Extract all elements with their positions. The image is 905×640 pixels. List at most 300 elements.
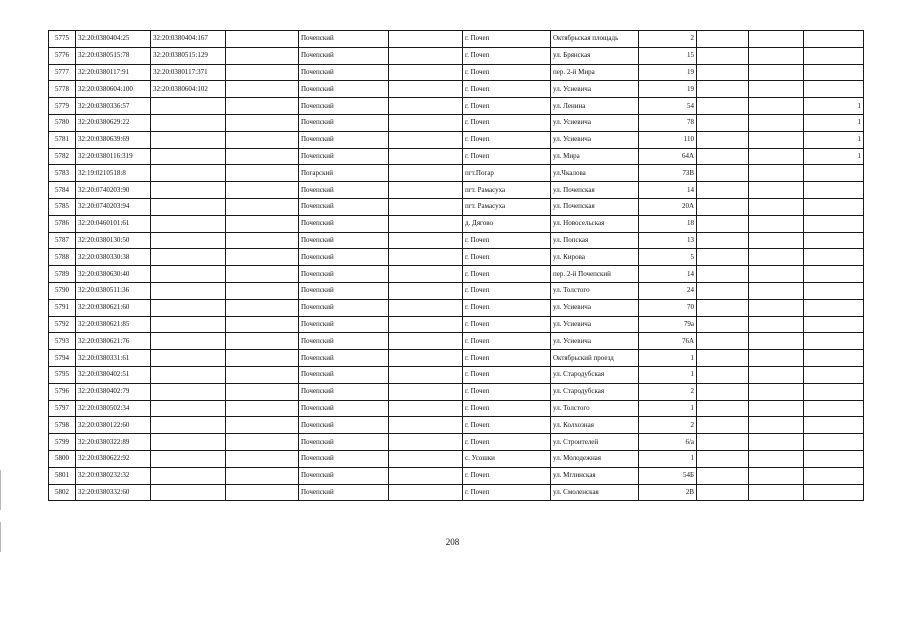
table-row [49, 131, 864, 148]
street-cell: ул. Стародубская [551, 383, 639, 400]
flag-cell [804, 266, 864, 283]
empty-cell [226, 266, 299, 283]
empty-cell [389, 350, 463, 367]
row-number-cell: 5792 [49, 316, 76, 333]
page-number: 208 [445, 537, 460, 547]
street-cell: ул. Усиевича [551, 299, 639, 316]
cadastral-number-cell: 32:20:0380621:85 [76, 316, 151, 333]
cadastral-number-cell: 32:20:0380511:36 [76, 282, 151, 299]
cadastral-number-cell: 32:20:0380404:25 [76, 31, 151, 48]
linked-cadastral-number-cell [151, 417, 226, 434]
cadastral-number-cell: 32:20:0380330:38 [76, 249, 151, 266]
linked-cadastral-number-cell [151, 434, 226, 451]
house-number-cell: 2 [639, 417, 697, 434]
empty-cell [226, 350, 299, 367]
street-cell: ул. Мира [551, 148, 639, 165]
settlement-cell: г. Почеп [463, 98, 551, 115]
settlement-cell: г. Почеп [463, 64, 551, 81]
empty-cell [749, 434, 804, 451]
empty-cell [697, 249, 749, 266]
flag-cell [804, 333, 864, 350]
flag-cell [804, 282, 864, 299]
empty-cell [389, 165, 463, 182]
linked-cadastral-number-cell: 32:20:0380117:371 [151, 64, 226, 81]
settlement-cell: г. Почеп [463, 316, 551, 333]
empty-cell [697, 366, 749, 383]
empty-cell [226, 232, 299, 249]
flag-cell [804, 350, 864, 367]
settlement-cell: пгт.Погар [463, 165, 551, 182]
empty-cell [749, 366, 804, 383]
row-number-cell: 5789 [49, 266, 76, 283]
linked-cadastral-number-cell [151, 98, 226, 115]
street-cell: ул. Толстого [551, 400, 639, 417]
cadastral-number-cell: 32:20:0380604:100 [76, 81, 151, 98]
street-cell: ул. Смоленская [551, 484, 639, 501]
street-cell: ул. Стародубская [551, 366, 639, 383]
linked-cadastral-number-cell [151, 131, 226, 148]
empty-cell [226, 215, 299, 232]
row-number-cell: 5779 [49, 98, 76, 115]
row-number-cell: 5798 [49, 417, 76, 434]
empty-cell [226, 434, 299, 451]
row-number-cell: 5783 [49, 165, 76, 182]
flag-cell [804, 31, 864, 48]
empty-cell [749, 450, 804, 467]
empty-cell [749, 232, 804, 249]
settlement-cell: г. Почеп [463, 467, 551, 484]
table-row [49, 198, 864, 215]
settlement-cell: г. Почеп [463, 47, 551, 64]
linked-cadastral-number-cell [151, 366, 226, 383]
empty-cell [389, 316, 463, 333]
table-row [49, 64, 864, 81]
street-cell: ул. Усиевича [551, 81, 639, 98]
empty-cell [749, 333, 804, 350]
cadastral-number-cell: 32:20:0380622:92 [76, 450, 151, 467]
district-cell: Почепский [299, 31, 389, 48]
row-number-cell: 5791 [49, 299, 76, 316]
empty-cell [749, 165, 804, 182]
house-number-cell: 54Б [639, 467, 697, 484]
house-number-cell: 78 [639, 114, 697, 131]
empty-cell [749, 266, 804, 283]
house-number-cell: 19 [639, 64, 697, 81]
settlement-cell: г. Почеп [463, 114, 551, 131]
linked-cadastral-number-cell [151, 198, 226, 215]
flag-cell [804, 484, 864, 501]
empty-cell [226, 165, 299, 182]
cadastral-number-cell: 32:20:0380629:22 [76, 114, 151, 131]
cadastral-number-cell: 32:20:0380332:60 [76, 484, 151, 501]
district-cell: Почепский [299, 400, 389, 417]
street-cell: Октябрьская площадь [551, 31, 639, 48]
empty-cell [749, 484, 804, 501]
empty-cell [697, 333, 749, 350]
empty-cell [226, 383, 299, 400]
empty-cell [226, 484, 299, 501]
house-number-cell: 6/а [639, 434, 697, 451]
district-cell: Почепский [299, 47, 389, 64]
flag-cell [804, 64, 864, 81]
house-number-cell: 19 [639, 81, 697, 98]
row-number-cell: 5781 [49, 131, 76, 148]
district-cell: Почепский [299, 64, 389, 81]
district-cell: Почепский [299, 182, 389, 199]
house-number-cell: 73В [639, 165, 697, 182]
district-cell: Почепский [299, 366, 389, 383]
house-number-cell: 1 [639, 400, 697, 417]
row-number-cell: 5793 [49, 333, 76, 350]
cadastral-number-cell: 32:20:0380402:51 [76, 366, 151, 383]
district-cell: Почепский [299, 148, 389, 165]
flag-cell [804, 417, 864, 434]
empty-cell [697, 232, 749, 249]
house-number-cell: 14 [639, 182, 697, 199]
cadastral-number-cell: 32:20:0380621:60 [76, 299, 151, 316]
street-cell: ул. Мглинская [551, 467, 639, 484]
district-cell: Почепский [299, 450, 389, 467]
register-table [48, 30, 864, 501]
empty-cell [389, 232, 463, 249]
empty-cell [226, 282, 299, 299]
district-cell: Почепский [299, 434, 389, 451]
flag-cell [804, 467, 864, 484]
empty-cell [389, 400, 463, 417]
table-row [49, 282, 864, 299]
house-number-cell: 5 [639, 249, 697, 266]
empty-cell [749, 299, 804, 316]
house-number-cell: 14 [639, 266, 697, 283]
empty-cell [749, 31, 804, 48]
settlement-cell: г. Почеп [463, 282, 551, 299]
house-number-cell: 20А [639, 198, 697, 215]
empty-cell [749, 249, 804, 266]
empty-cell [749, 417, 804, 434]
empty-cell [389, 148, 463, 165]
empty-cell [226, 98, 299, 115]
settlement-cell: с. Усошки [463, 450, 551, 467]
cadastral-number-cell: 32:20:0380232:32 [76, 467, 151, 484]
flag-cell [804, 434, 864, 451]
empty-cell [389, 114, 463, 131]
settlement-cell: пгт. Рамасуха [463, 182, 551, 199]
street-cell: Октябрьский проезд [551, 350, 639, 367]
district-cell: Почепский [299, 333, 389, 350]
house-number-cell: 1 [639, 350, 697, 367]
house-number-cell: 110 [639, 131, 697, 148]
empty-cell [389, 198, 463, 215]
cadastral-number-cell: 32:20:0380130:50 [76, 232, 151, 249]
empty-cell [389, 81, 463, 98]
table-row [49, 484, 864, 501]
house-number-cell: 2В [639, 484, 697, 501]
empty-cell [749, 81, 804, 98]
row-number-cell: 5801 [49, 467, 76, 484]
cadastral-number-cell: 32:20:0740203:94 [76, 198, 151, 215]
cadastral-number-cell: 32:20:0380336:57 [76, 98, 151, 115]
street-cell: ул. Брянская [551, 47, 639, 64]
district-cell: Почепский [299, 198, 389, 215]
linked-cadastral-number-cell [151, 400, 226, 417]
flag-cell [804, 400, 864, 417]
empty-cell [749, 316, 804, 333]
empty-cell [697, 266, 749, 283]
cadastral-number-cell: 32:20:0380122:60 [76, 417, 151, 434]
empty-cell [697, 400, 749, 417]
linked-cadastral-number-cell [151, 383, 226, 400]
empty-cell [749, 215, 804, 232]
empty-cell [749, 131, 804, 148]
empty-cell [389, 98, 463, 115]
house-number-cell: 15 [639, 47, 697, 64]
empty-cell [226, 450, 299, 467]
street-cell: ул. Усиевича [551, 316, 639, 333]
house-number-cell: 76А [639, 333, 697, 350]
table-row [49, 333, 864, 350]
row-number-cell: 5788 [49, 249, 76, 266]
empty-cell [697, 417, 749, 434]
linked-cadastral-number-cell: 32:20:0380604:102 [151, 81, 226, 98]
empty-cell [389, 31, 463, 48]
empty-cell [749, 47, 804, 64]
row-number-cell: 5790 [49, 282, 76, 299]
table-row [49, 98, 864, 115]
row-number-cell: 5784 [49, 182, 76, 199]
linked-cadastral-number-cell [151, 333, 226, 350]
empty-cell [389, 266, 463, 283]
cadastral-number-cell: 32:20:0380117:91 [76, 64, 151, 81]
district-cell: Почепский [299, 98, 389, 115]
cadastral-number-cell: 32:20:0380515:78 [76, 47, 151, 64]
linked-cadastral-number-cell [151, 467, 226, 484]
settlement-cell: г. Почеп [463, 131, 551, 148]
linked-cadastral-number-cell [151, 299, 226, 316]
linked-cadastral-number-cell [151, 450, 226, 467]
empty-cell [226, 249, 299, 266]
empty-cell [389, 249, 463, 266]
row-number-cell: 5796 [49, 383, 76, 400]
district-cell: Почепский [299, 282, 389, 299]
street-cell: ул. Молодежная [551, 450, 639, 467]
empty-cell [226, 47, 299, 64]
settlement-cell: г. Почеп [463, 333, 551, 350]
street-cell: ул. Ленина [551, 98, 639, 115]
linked-cadastral-number-cell [151, 266, 226, 283]
linked-cadastral-number-cell: 32:20:0380404:167 [151, 31, 226, 48]
empty-cell [697, 182, 749, 199]
flag-cell [804, 366, 864, 383]
street-cell: ул. Усиевича [551, 131, 639, 148]
empty-cell [389, 64, 463, 81]
table-row [49, 316, 864, 333]
street-cell: ул. Колхозная [551, 417, 639, 434]
cadastral-number-cell: 32:20:0380639:69 [76, 131, 151, 148]
house-number-cell: 2 [639, 383, 697, 400]
settlement-cell: г. Почеп [463, 249, 551, 266]
empty-cell [389, 282, 463, 299]
house-number-cell: 54 [639, 98, 697, 115]
settlement-cell: г. Почеп [463, 299, 551, 316]
table-row [49, 148, 864, 165]
empty-cell [697, 198, 749, 215]
table-row [49, 366, 864, 383]
district-cell: Почепский [299, 249, 389, 266]
row-number-cell: 5780 [49, 114, 76, 131]
flag-cell [804, 198, 864, 215]
linked-cadastral-number-cell [151, 148, 226, 165]
house-number-cell: 64А [639, 148, 697, 165]
linked-cadastral-number-cell [151, 165, 226, 182]
table-row [49, 31, 864, 48]
empty-cell [389, 366, 463, 383]
flag-cell [804, 299, 864, 316]
row-number-cell: 5778 [49, 81, 76, 98]
empty-cell [697, 31, 749, 48]
settlement-cell: г. Почеп [463, 484, 551, 501]
linked-cadastral-number-cell [151, 350, 226, 367]
empty-cell [697, 467, 749, 484]
flag-cell [804, 81, 864, 98]
house-number-cell: 24 [639, 282, 697, 299]
house-number-cell: 2 [639, 31, 697, 48]
row-number-cell: 5799 [49, 434, 76, 451]
empty-cell [697, 383, 749, 400]
settlement-cell: г. Почеп [463, 434, 551, 451]
empty-cell [697, 450, 749, 467]
table-row [49, 81, 864, 98]
linked-cadastral-number-cell [151, 282, 226, 299]
empty-cell [697, 81, 749, 98]
district-cell: Почепский [299, 81, 389, 98]
empty-cell [697, 148, 749, 165]
table-row [49, 266, 864, 283]
row-number-cell: 5786 [49, 215, 76, 232]
cadastral-number-cell: 32:20:0380331:61 [76, 350, 151, 367]
district-cell: Почепский [299, 417, 389, 434]
empty-cell [226, 114, 299, 131]
empty-cell [226, 316, 299, 333]
linked-cadastral-number-cell [151, 232, 226, 249]
row-number-cell: 5795 [49, 366, 76, 383]
cadastral-number-cell: 32:20:0380502:34 [76, 400, 151, 417]
empty-cell [389, 131, 463, 148]
empty-cell [749, 182, 804, 199]
cadastral-number-cell: 32:20:0380630:40 [76, 266, 151, 283]
empty-cell [749, 98, 804, 115]
street-cell: ул. Почепская [551, 198, 639, 215]
table-row [49, 383, 864, 400]
empty-cell [697, 98, 749, 115]
empty-cell [226, 64, 299, 81]
row-number-cell: 5775 [49, 31, 76, 48]
empty-cell [226, 31, 299, 48]
row-number-cell: 5794 [49, 350, 76, 367]
table-row [49, 232, 864, 249]
empty-cell [697, 47, 749, 64]
settlement-cell: г. Почеп [463, 232, 551, 249]
district-cell: Почепский [299, 215, 389, 232]
empty-cell [749, 400, 804, 417]
empty-cell [697, 131, 749, 148]
empty-cell [749, 64, 804, 81]
empty-cell [749, 148, 804, 165]
cadastral-number-cell: 32:20:0740203:90 [76, 182, 151, 199]
settlement-cell: г. Почеп [463, 148, 551, 165]
empty-cell [697, 165, 749, 182]
empty-cell [749, 198, 804, 215]
empty-cell [697, 316, 749, 333]
district-cell: Почепский [299, 232, 389, 249]
empty-cell [226, 333, 299, 350]
empty-cell [749, 282, 804, 299]
empty-cell [389, 215, 463, 232]
empty-cell [226, 198, 299, 215]
row-number-cell: 5782 [49, 148, 76, 165]
empty-cell [389, 467, 463, 484]
flag-cell [804, 316, 864, 333]
district-cell: Почепский [299, 467, 389, 484]
settlement-cell: д. Дягово [463, 215, 551, 232]
row-number-cell: 5797 [49, 400, 76, 417]
empty-cell [226, 299, 299, 316]
flag-cell [804, 232, 864, 249]
empty-cell [697, 282, 749, 299]
empty-cell [226, 400, 299, 417]
district-cell: Почепский [299, 484, 389, 501]
district-cell: Почепский [299, 316, 389, 333]
empty-cell [226, 417, 299, 434]
district-cell: Погарский [299, 165, 389, 182]
cadastral-number-cell: 32:19:0210518:8 [76, 165, 151, 182]
district-cell: Почепский [299, 299, 389, 316]
street-cell: ул. Почепская [551, 182, 639, 199]
empty-cell [389, 434, 463, 451]
empty-cell [226, 81, 299, 98]
linked-cadastral-number-cell [151, 182, 226, 199]
empty-cell [389, 333, 463, 350]
table-row [49, 114, 864, 131]
empty-cell [226, 182, 299, 199]
empty-cell [697, 299, 749, 316]
empty-cell [749, 350, 804, 367]
cadastral-number-cell: 32:20:0380621:76 [76, 333, 151, 350]
settlement-cell: г. Почеп [463, 383, 551, 400]
empty-cell [389, 484, 463, 501]
empty-cell [749, 467, 804, 484]
scan-edge-mark [0, 470, 1, 510]
empty-cell [697, 350, 749, 367]
district-cell: Почепский [299, 350, 389, 367]
empty-cell [697, 215, 749, 232]
empty-cell [226, 366, 299, 383]
table-row [49, 182, 864, 199]
street-cell: ул. Толстого [551, 282, 639, 299]
street-cell: ул. Строителей [551, 434, 639, 451]
house-number-cell: 18 [639, 215, 697, 232]
row-number-cell: 5800 [49, 450, 76, 467]
street-cell: ул. Попская [551, 232, 639, 249]
empty-cell [697, 64, 749, 81]
street-cell: ул.Чкалова [551, 165, 639, 182]
district-cell: Почепский [299, 383, 389, 400]
table-row [49, 165, 864, 182]
settlement-cell: г. Почеп [463, 31, 551, 48]
settlement-cell: г. Почеп [463, 350, 551, 367]
linked-cadastral-number-cell [151, 316, 226, 333]
district-cell: Почепский [299, 266, 389, 283]
empty-cell [697, 484, 749, 501]
